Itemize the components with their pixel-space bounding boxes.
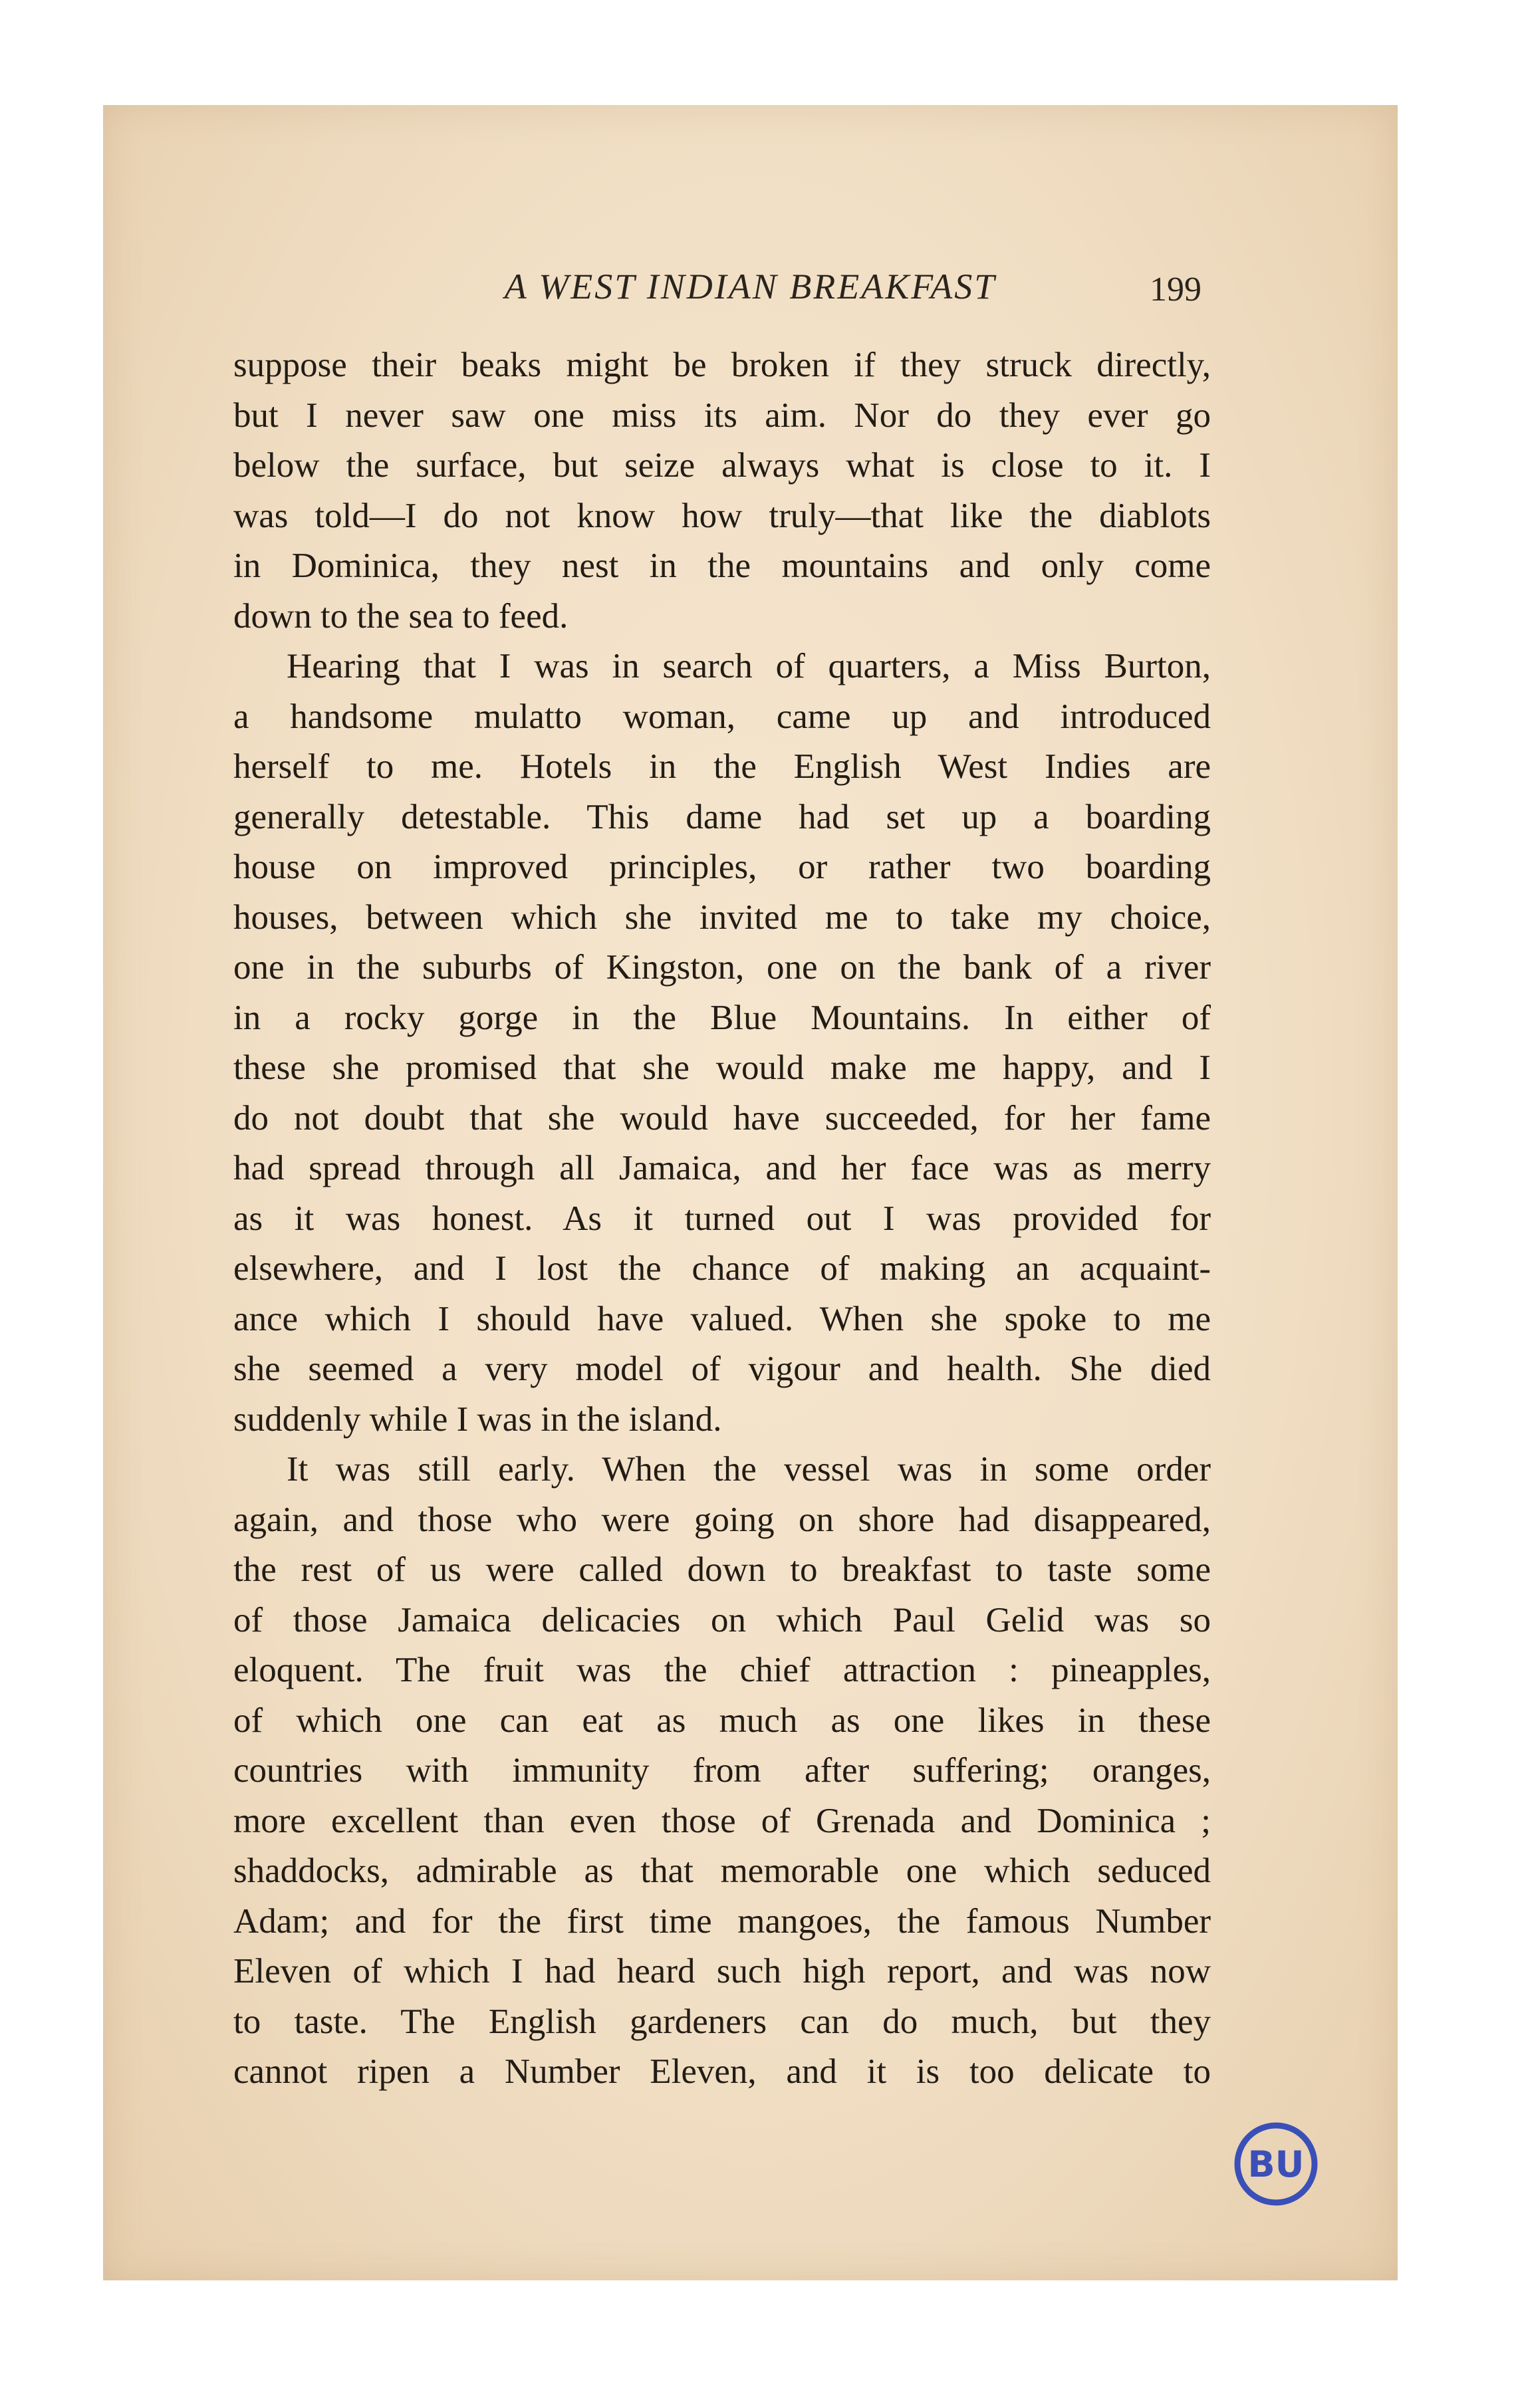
text-line: but I never saw one miss its aim. Nor do they ever go	[233, 396, 1211, 435]
text-line: cannot ripen a Number Eleven, and it is too delicate to	[233, 2052, 1211, 2091]
page-number: 199	[1150, 271, 1202, 308]
text-line: elsewhere, and I lost the chance of making an acquaint-	[233, 1249, 1211, 1288]
body-text	[233, 340, 1211, 2098]
text-line: generally detestable. This dame had set up a boarding	[233, 797, 1211, 836]
text-line: one in the suburbs of Kingston, one on the bank of a river	[233, 948, 1211, 987]
running-title: A WEST INDIAN BREAKFAST	[504, 267, 997, 306]
text-line: as it was honest. As it turned out I was provided for	[233, 1199, 1211, 1238]
library-stamp-icon	[1231, 2119, 1321, 2209]
text-line: below the surface, but seize always what is close to it. I	[233, 446, 1211, 485]
text-line: house on improved principles, or rather two boarding	[233, 848, 1211, 886]
text-line: do not doubt that she would have succeeded, for her fame	[233, 1098, 1211, 1138]
text-line: herself to me. Hotels in the English West Indies are	[233, 747, 1211, 786]
text-line: of which one can eat as much as one likes in these	[233, 1701, 1211, 1740]
text-line: had spread through all Jamaica, and her face was as merry	[233, 1149, 1211, 1187]
text-line: It was still early. When the vessel was in some order	[287, 1450, 1211, 1489]
text-line: a handsome mulatto woman, came up and introduced	[233, 697, 1211, 736]
text-line: Hearing that I was in search of quarters, a Miss Burton,	[287, 647, 1211, 685]
text-line: eloquent. The fruit was the chief attraction : pineapples,	[233, 1651, 1211, 1689]
text-line: these she promised that she would make me happy, and I	[233, 1048, 1211, 1087]
text-line: Adam; and for the first time mangoes, the famous Number	[233, 1901, 1211, 1941]
text-line: in Dominica, they nest in the mountains and only come	[233, 546, 1211, 585]
text-line: was told—I do not know how truly—that like the diablots	[233, 496, 1211, 535]
text-line: more excellent than even those of Grenada and Dominica ;	[233, 1801, 1211, 1840]
text-line: in a rocky gorge in the Blue Mountains. In either of	[233, 998, 1211, 1037]
text-line: ance which I should have valued. When she spoke to me	[233, 1299, 1211, 1338]
text-line: suddenly while I was in the island.	[233, 1399, 722, 1439]
text-line: Eleven of which I had heard such high report, and was now	[233, 1952, 1211, 1990]
text-line: suppose their beaks might be broken if they struck directly,	[233, 346, 1211, 384]
text-line: houses, between which she invited me to take my choice,	[233, 898, 1211, 937]
text-line: shaddocks, admirable as that memorable one which seduced	[233, 1852, 1211, 1890]
text-line: the rest of us were called down to breakfast to taste some	[233, 1550, 1211, 1589]
text-line: again, and those who were going on shore had disappeared,	[233, 1500, 1211, 1539]
text-line: countries with immunity from after suffering; oranges,	[233, 1751, 1211, 1790]
text-line: down to the sea to feed.	[233, 596, 569, 636]
text-line: to taste. The English gardeners can do much, but they	[233, 2002, 1211, 2041]
book-page	[103, 105, 1398, 2280]
page-header	[103, 266, 1398, 326]
stamp-text: BU	[1247, 2143, 1305, 2185]
text-line: of those Jamaica delicacies on which Paul Gelid was so	[233, 1600, 1211, 1639]
text-line: she seemed a very model of vigour and health. She died	[233, 1350, 1211, 1388]
